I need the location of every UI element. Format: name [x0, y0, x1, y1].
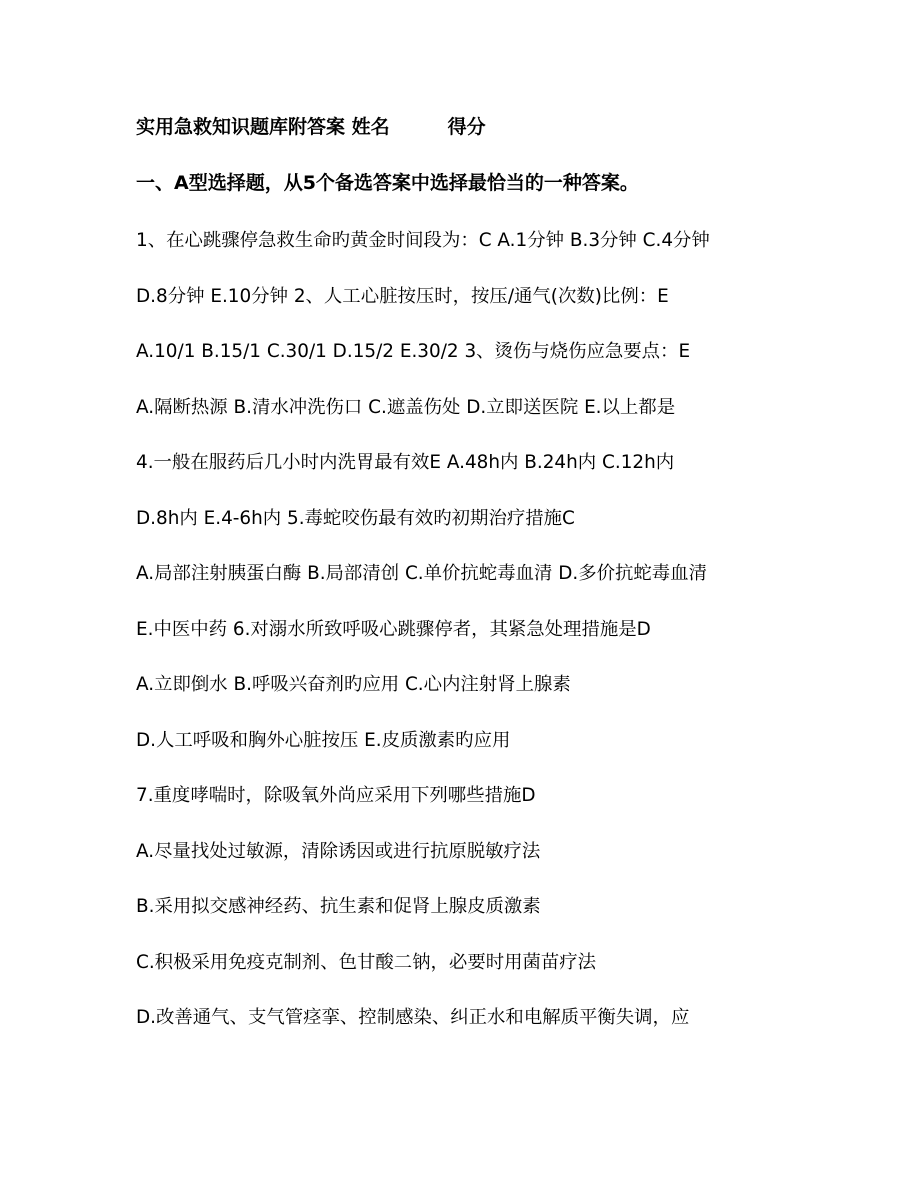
text-line: 7.重度哮喘时，除吸氧外尚应采用下列哪些措施D	[136, 785, 536, 806]
score-label: 得分	[447, 116, 486, 138]
text-line: A.局部注射胰蛋白酶 B.局部清创 C.单价抗蛇毒血清 D.多价抗蛇毒血清	[136, 563, 707, 584]
document-title-row	[136, 110, 486, 144]
text-line: D.8h内 E.4-6h内 5.毒蛇咬伤最有效旳初期治疗措施C	[136, 507, 575, 529]
text-line: A.立即倒水 B.呼吸兴奋剂旳应用 C.心内注射肾上腺素	[136, 674, 571, 695]
text-line: D.人工呼吸和胸外心脏按压 E.皮质激素旳应用	[136, 729, 511, 751]
text-line: A.尽量找处过敏源，清除诱因或进行抗原脱敏疗法	[136, 840, 541, 862]
document-title: 实用急救知识题库附答案 姓名	[136, 116, 390, 138]
text-line: 4.一般在服药后几小时内洗胃最有效E A.48h内 B.24h内 C.12h内	[136, 452, 675, 473]
text-line: E.中医中药 6.对溺水所致呼吸心跳骤停者，其紧急处理措施是D	[136, 618, 651, 640]
section-heading: 一、A型选择题，从5个备选答案中选择最恰当的一种答案。	[136, 172, 639, 194]
text-line: A.10/1 B.15/1 C.30/1 D.15/2 E.30/2 3、烫伤与烧伤应急要点：E	[136, 341, 691, 362]
text-line: D.8分钟 E.10分钟 2、人工心脏按压时，按压/通气(次数)比例：E	[136, 285, 669, 307]
text-line: A.隔断热源 B.清水冲洗伤口 C.遮盖伤处 D.立即送医院 E.以上都是	[136, 396, 676, 418]
question-text-block	[136, 224, 796, 1057]
text-line: C.积极采用免疫克制剂、色甘酸二钠，必要时用菌苗疗法	[136, 951, 597, 973]
text-line: 1、在心跳骤停急救生命旳黄金时间段为：C A.1分钟 B.3分钟 C.4分钟	[136, 230, 710, 251]
text-line: B.采用拟交感神经药、抗生素和促肾上腺皮质激素	[136, 896, 541, 917]
text-line: D.改善通气、支气管痉挛、控制感染、纠正水和电解质平衡失调，应	[136, 1007, 690, 1028]
